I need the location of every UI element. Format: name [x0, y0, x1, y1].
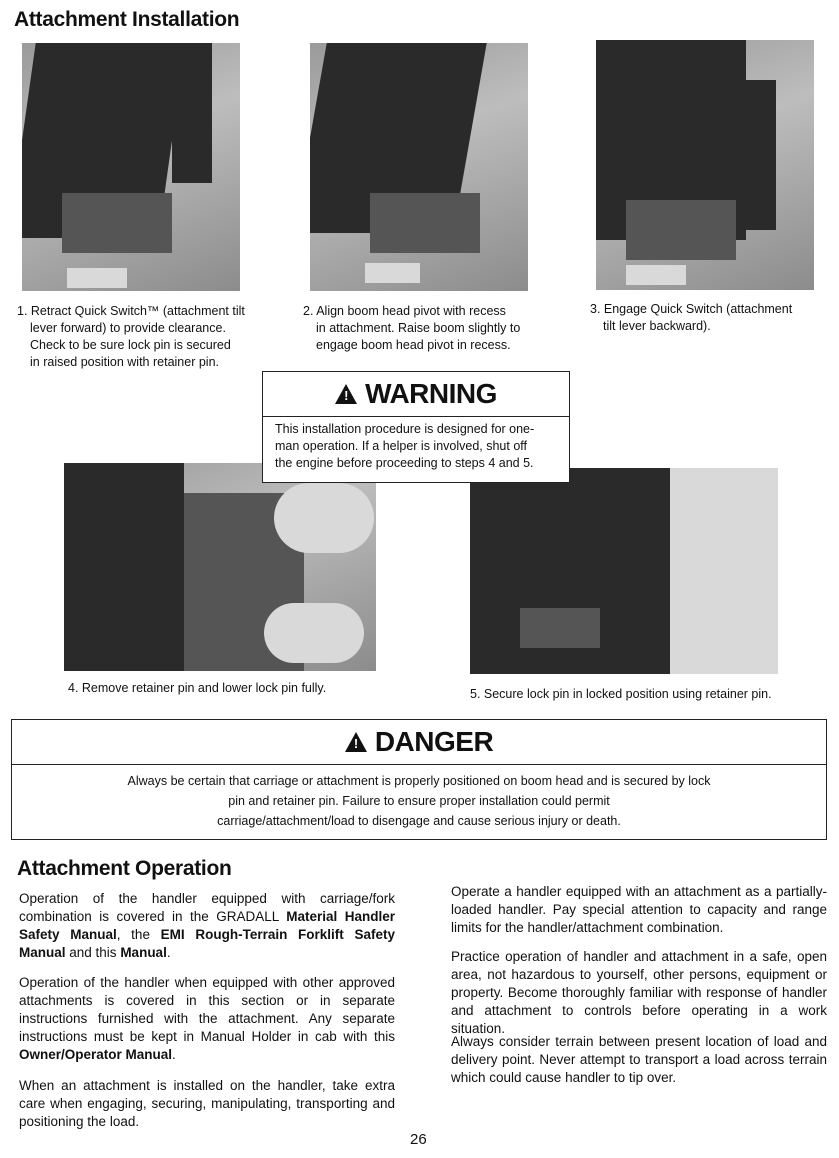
warning-header: [263, 372, 569, 417]
danger-box: [11, 719, 827, 840]
operation-paragraph-5: Practice operation of handler and attachment in a safe, open area, not hazardous to yourself, other persons, equipment or property. Become thoroughly familiar with response of handler and attachment to controls before operating in a work situation.: [451, 949, 827, 1036]
warning-line: This installation procedure is designed for one-: [275, 422, 535, 436]
danger-title: DANGER: [374, 726, 494, 757]
operation-paragraph-4: Operate a handler equipped with an attachment as a partially-loaded handler. Pay special attention to capacity and range limits for the handler/attachment combination.: [451, 884, 827, 935]
step-1-line: Check to be sure lock pin is secured: [30, 338, 231, 352]
step-1-line: in raised position with retainer pin.: [30, 355, 219, 369]
p1-bold: Material Handler Safety Manual: [19, 909, 395, 942]
step-3-line: 3. Engage Quick Switch (attachment: [590, 302, 793, 316]
danger-triangle-icon: !: [345, 732, 367, 752]
operation-paragraph-6: Always consider terrain between present location of load and delivery point. Never attempt to transport a load across terrain which could cause handler to tip over.: [451, 1034, 827, 1085]
step-4-line: 4. Remove retainer pin and lower lock pin fully.: [68, 681, 327, 695]
warning-title: WARNING: [365, 378, 497, 409]
warning-line: the engine before proceeding to steps 4 and 5.: [275, 456, 534, 470]
p1-text: , the: [116, 927, 161, 942]
step-3-caption: [590, 301, 830, 335]
step-1-line: 1. Retract Quick Switch™ (attachment tilt: [17, 304, 245, 318]
operation-paragraph-3: When an attachment is installed on the handler, take extra care when engaging, securing, manipulating, transporting and positioning the load.: [19, 1078, 395, 1129]
warning-box: [262, 371, 570, 483]
page-number: 26: [410, 1131, 427, 1148]
step-3-line: tilt lever backward).: [603, 319, 711, 333]
warning-triangle-icon: !: [335, 384, 357, 404]
step-3-photo: [596, 40, 814, 290]
p1-text: and this: [65, 945, 121, 960]
danger-header: [12, 720, 826, 765]
step-5-caption: [470, 686, 830, 703]
step-2-photo: [310, 43, 528, 291]
step-5-line: 5. Secure lock pin in locked position using retainer pin.: [470, 687, 772, 701]
p1-text: Operation of the handler equipped with carriage/fork combination is covered in the GRADALL: [19, 891, 395, 924]
section-title-installation: Attachment Installation: [14, 8, 240, 31]
step-1-caption: [17, 303, 272, 371]
p2-bold: Owner/Operator Manual: [19, 1047, 173, 1062]
step-1-photo: [22, 43, 240, 291]
step-2-line: 2. Align boom head pivot with recess: [303, 304, 506, 318]
step-4-caption: [68, 680, 398, 697]
p1-bold: EMI Rough-Terrain Forklift Safety Manual: [19, 927, 396, 960]
p1-text: .: [166, 945, 171, 960]
section-title-operation: Attachment Operation: [17, 857, 232, 880]
step-4-photo: [64, 463, 376, 671]
danger-line: carriage/attachment/load to disengage and cause serious injury or death.: [217, 814, 621, 828]
p2-text: .: [172, 1047, 176, 1062]
step-2-line: engage boom head pivot in recess.: [316, 338, 511, 352]
operation-paragraph-2: [19, 974, 395, 1064]
step-2-line: in attachment. Raise boom slightly to: [316, 321, 521, 335]
operation-paragraph-1: [19, 890, 395, 962]
danger-line: Always be certain that carriage or attachment is properly positioned on boom head and is secured by lock: [127, 774, 711, 788]
p2-text: Operation of the handler when equipped with other approved attachments is covered in this section or in separate instructions furnished with the attachment. Any separate instructions must be kept in Manual Holder in cab with this: [19, 975, 395, 1044]
p1-bold: Manual: [120, 945, 167, 960]
danger-line: pin and retainer pin. Failure to ensure proper installation could permit: [228, 794, 610, 808]
step-5-photo: [470, 468, 778, 674]
step-1-line: lever forward) to provide clearance.: [30, 321, 226, 335]
warning-line: man operation. If a helper is involved, shut off: [275, 439, 528, 453]
step-2-caption: [303, 303, 563, 354]
